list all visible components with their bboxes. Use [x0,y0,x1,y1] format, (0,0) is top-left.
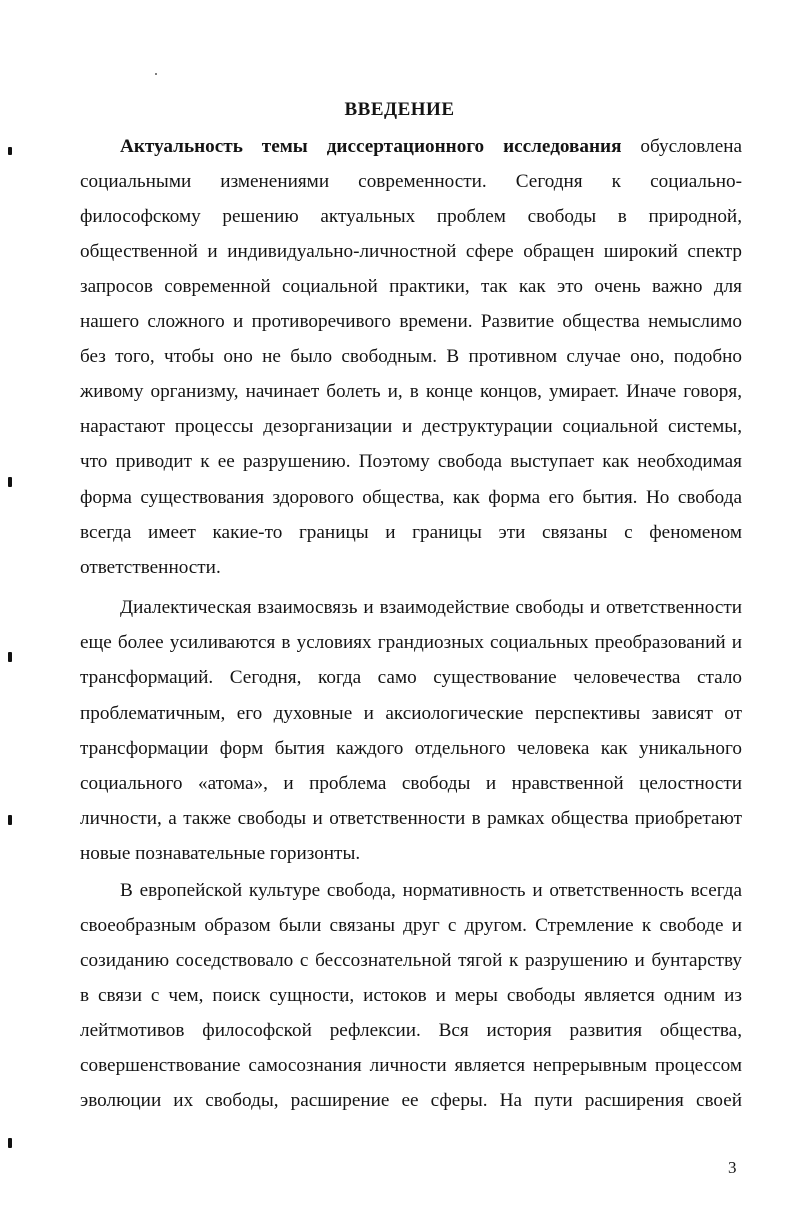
paragraph-3-line-1: В европейской культуре свобода, нормативность и ответственность всегда [120,880,742,901]
paragraph-3-line-4: в связи с чем, поиск сущности, истоков и меры свободы является одним из [80,985,742,1006]
paragraph-1-line-4: общественной и индивидуально-личностной сфере обращен широкий спектр [80,241,742,262]
paragraph-1-line-5: запросов современной социальной практики, так как это очень важно для [80,276,742,297]
paragraph-1-line-1-rest: обусловлена [621,136,742,157]
paragraph-3-line-2: своеобразным образом были связаны друг с другом. Стремление к свободе и [80,915,742,936]
paragraph-1-line-6: нашего сложного и противоречивого времени. Развитие общества немыслимо [80,311,742,332]
paragraph-1-lead-bold: Актуальность темы диссертационного исследования [120,136,622,157]
paragraph-1-line-9: нарастают процессы дезорганизации и деструктурации социальной системы, [80,416,742,437]
scan-mark-5 [8,1138,12,1148]
scan-mark-4 [8,815,12,825]
page-number: 3 [728,1158,737,1177]
paragraph-2-line-7: личности, а также свободы и ответственности в рамках общества приобретают [80,808,742,829]
paragraph-1-line-11: форма существования здорового общества, как форма его бытия. Но свобода [80,487,742,508]
paragraph-3-line-7: эволюции их свободы, расширение ее сферы. На пути расширения своей [80,1090,742,1111]
paragraph-3-line-3: созиданию соседствовало с бессознательной тягой к разрушению и бунтарству [80,950,742,971]
paragraph-1-line-10: что приводит к ее разрушению. Поэтому свобода выступает как необходимая [80,451,742,472]
paragraph-1-line-1 [120,135,742,159]
paragraph-3-line-6: совершенствование самосознания личности является непрерывным процессом [80,1055,742,1076]
paragraph-1-line-7: без того, чтобы оно не было свободным. В противном случае оно, подобно [80,346,742,367]
paragraph-2-line-6: социального «атома», и проблема свободы и нравственной целостности [80,773,742,794]
paragraph-1-line-12: всегда имеет какие-то границы и границы эти связаны с феноменом [80,522,742,543]
paragraph-2-line-5: трансформации форм бытия каждого отдельного человека как уникального [80,738,742,759]
scan-mark-3 [8,652,12,662]
paragraph-2-line-2: еще более усиливаются в условиях грандиозных социальных преобразований и [80,632,742,653]
paragraph-1-line-13: ответственности. [80,557,221,578]
paragraph-1-line-8: живому организму, начинает болеть и, в конце концов, умирает. Иначе говоря, [80,381,742,402]
paragraph-1-line-3: философскому решению актуальных проблем свободы в природной, [80,206,742,227]
paragraph-2-line-1: Диалектическая взаимосвязь и взаимодействие свободы и ответственности [120,597,742,618]
paragraph-1-line-2: социальными изменениями современности. Сегодня к социально- [80,171,742,192]
paragraph-2-line-3: трансформаций. Сегодня, когда само существование человечества стало [80,667,742,688]
scan-speck-1 [155,73,157,75]
paragraph-2-line-8: новые познавательные горизонты. [80,843,361,864]
scan-mark-2 [8,477,12,487]
scan-mark-1 [8,147,12,155]
page-title: ВВЕДЕНИЕ [344,99,455,120]
paragraph-2-line-4: проблематичным, его духовные и аксиологические перспективы зависят от [80,703,742,724]
paragraph-3-line-5: лейтмотивов философской рефлексии. Вся история развития общества, [80,1020,742,1041]
